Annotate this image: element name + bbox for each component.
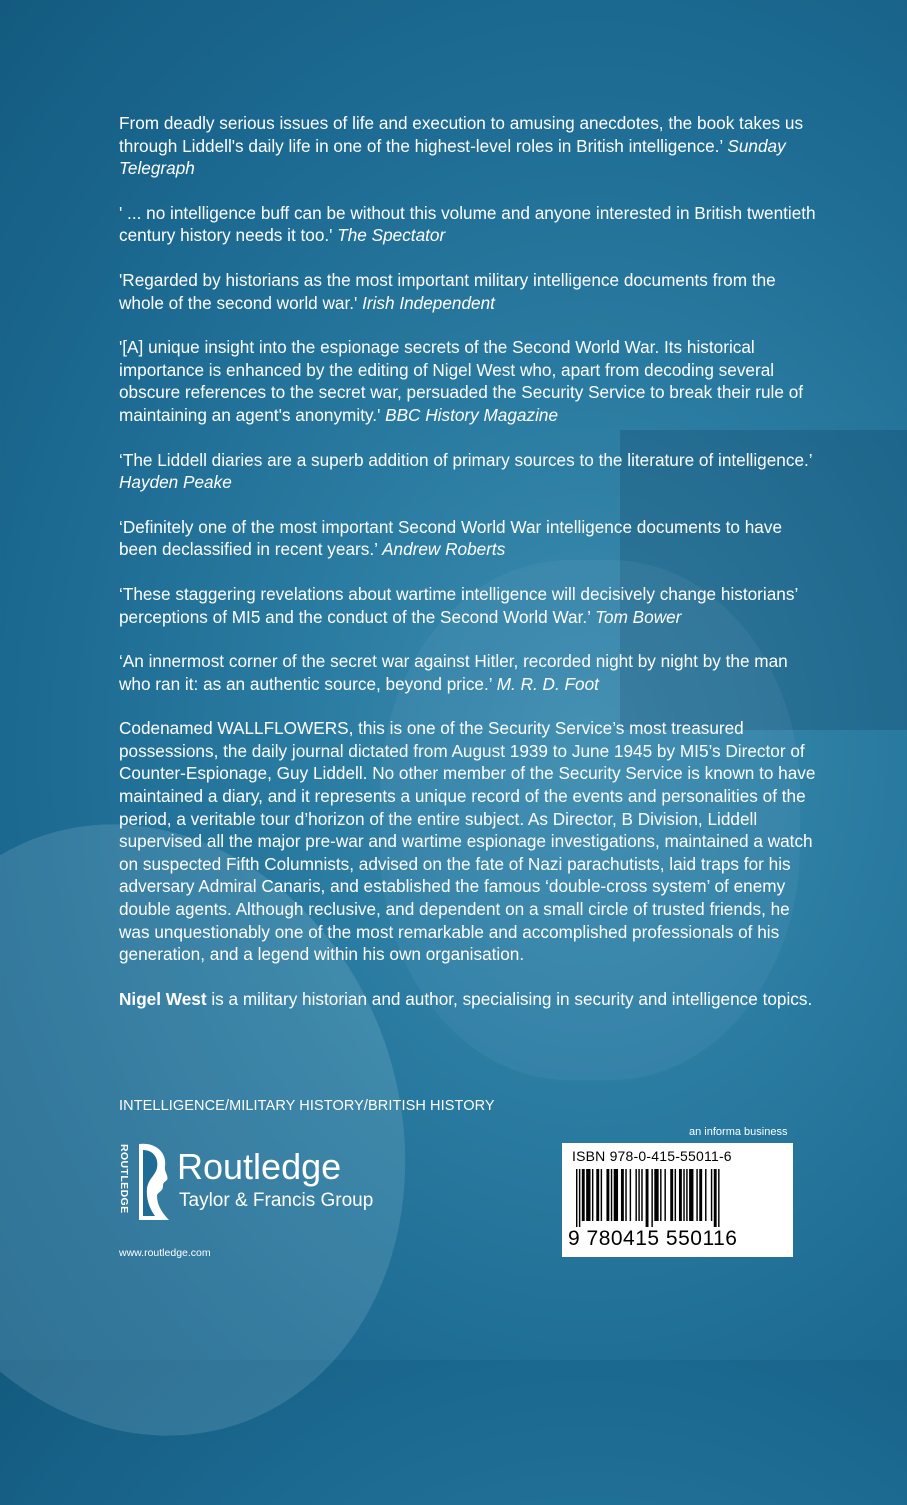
publisher-name: Routledge bbox=[177, 1146, 342, 1187]
review-quote: ‘An innermost corner of the secret war against Hitler, recorded night by night by the man who ran it: as an authentic source, beyond price.’ M. R. D. Foot bbox=[119, 651, 788, 694]
quote-source: M. R. D. Foot bbox=[496, 673, 599, 694]
barcode-bar bbox=[611, 1169, 612, 1221]
publisher-logo bbox=[115, 1142, 395, 1222]
barcode-bar bbox=[630, 1169, 631, 1221]
publisher-group: Taylor & Francis Group bbox=[179, 1190, 374, 1211]
review-quote: ‘Definitely one of the most important Second World War intelligence documents to have been declassified in recent years.’ Andrew Roberts bbox=[119, 516, 783, 560]
barcode-bar bbox=[625, 1169, 626, 1221]
book-description: Codenamed WALLFLOWERS, this is one of the Security Service’s most treasured possessions, the daily journal dictated from August 1939 to June 1945 by MI5’s Director of Counter-Espionage, Guy Liddell. No other member of the Security Service is known to have maintained a diary, and it represents a unique record of the events and personalities of the period, a veritable tour d’horizon of the entire subject. As Director, B Division, Liddell supervised all the major pre-war and wartime espionage investigations, maintained a watch on suspected Fifth Columnists, advised on the fate of Nazi parachutists, laid traps for his adversary Admiral Canaris, and established the famous ‘double-cross system’ of enemy double agents. Although reclusive, and dependent on a small circle of trusted friends, he was unquestionably one of the most remarkable and accomplished professionals of his generation, and a legend within his own organisation. bbox=[119, 718, 816, 965]
barcode-bar bbox=[592, 1169, 593, 1221]
quote-source: The Spectator bbox=[337, 225, 446, 246]
subject-category: INTELLIGENCE/MILITARY HISTORY/BRITISH HISTORY bbox=[119, 1098, 495, 1114]
barcode-bar bbox=[675, 1169, 676, 1221]
barcode-bar bbox=[699, 1169, 702, 1221]
barcode-bar bbox=[705, 1169, 706, 1221]
publisher-tagline: an informa business bbox=[689, 1126, 788, 1138]
barcode-bar bbox=[696, 1169, 697, 1221]
quote-source: BBC History Magazine bbox=[385, 404, 559, 425]
review-quote: ' ... no intelligence buff can be without this volume and anyone interested in British twentieth century history needs it too.' The Spectator bbox=[119, 202, 816, 246]
review-quote: '[A] unique insight into the espionage secrets of the Second World War. Its historical importance is enhanced by the editing of Nigel West who, apart from decoding several obscure references to the secret war, persuaded the Security Service to break their rule of maintaining an agent's anonymity.' BBC History Magazine bbox=[119, 337, 804, 425]
barcode-bar bbox=[579, 1169, 580, 1227]
isbn-barcode bbox=[562, 1143, 793, 1257]
barcode-bar bbox=[606, 1169, 609, 1221]
barcode-bar bbox=[714, 1169, 717, 1227]
barcode-bar bbox=[718, 1169, 719, 1227]
barcode-bar bbox=[586, 1169, 590, 1221]
barcode-bar bbox=[660, 1169, 661, 1221]
barcode-bar bbox=[654, 1169, 658, 1221]
barcode-bar bbox=[670, 1169, 673, 1221]
logo-vertical-wordmark: ROUTLEDGE bbox=[118, 1144, 130, 1214]
review-quote: 'Regarded by historians as the most important military intelligence documents from the whole of the second world war.' Irish Independent bbox=[119, 269, 776, 313]
barcode-bars bbox=[570, 1169, 785, 1227]
isbn-number: ISBN 978-0-415-55011-6 bbox=[572, 1148, 732, 1164]
review-quote: ‘The Liddell diaries are a superb addition of primary sources to the literature of intelligence.’ Hayden Peake bbox=[119, 449, 812, 493]
quote-source: Andrew Roberts bbox=[382, 539, 506, 560]
author-name: Nigel West bbox=[119, 988, 207, 1009]
barcode-digits: 9 780415 550116 bbox=[568, 1227, 738, 1250]
review-quote: ‘These staggering revelations about wartime intelligence will decisively change historians’ perceptions of MI5 and the conduct of the Second World War.’ Tom Bower bbox=[119, 583, 798, 627]
barcode-bar bbox=[582, 1169, 585, 1221]
quote-source: Hayden Peake bbox=[119, 472, 232, 493]
quote-source: Sunday Telegraph bbox=[119, 135, 786, 179]
quote-source: Irish Independent bbox=[362, 292, 495, 313]
barcode-bar bbox=[596, 1169, 599, 1221]
barcode-bar bbox=[689, 1169, 693, 1221]
barcode-bar bbox=[686, 1169, 687, 1221]
barcode-bar bbox=[614, 1169, 618, 1221]
barcode-bar bbox=[664, 1169, 665, 1221]
back-cover-text bbox=[119, 112, 819, 1032]
barcode-bar bbox=[641, 1169, 642, 1221]
barcode-bar bbox=[646, 1169, 649, 1227]
barcode-bar bbox=[683, 1169, 684, 1221]
routledge-head-icon bbox=[133, 1142, 175, 1222]
barcode-bar bbox=[638, 1169, 639, 1221]
publisher-url: www.routledge.com bbox=[119, 1247, 211, 1259]
barcode-bar bbox=[621, 1169, 624, 1221]
barcode-bar bbox=[711, 1169, 712, 1221]
barcode-bar bbox=[635, 1169, 636, 1221]
author-bio: Nigel West is a military historian and author, specialising in security and intelligence topics. bbox=[119, 988, 813, 1009]
quote-source: Tom Bower bbox=[595, 606, 682, 627]
barcode-bar bbox=[679, 1169, 682, 1221]
barcode-bar bbox=[601, 1169, 602, 1221]
barcode-bar bbox=[651, 1169, 652, 1227]
review-quote: From deadly serious issues of life and execution to amusing anecdotes, the book takes us through Liddell's daily life in one of the highest-level roles in British intelligence.’ Sunday Telegraph bbox=[119, 113, 804, 179]
barcode-bar bbox=[576, 1169, 577, 1227]
